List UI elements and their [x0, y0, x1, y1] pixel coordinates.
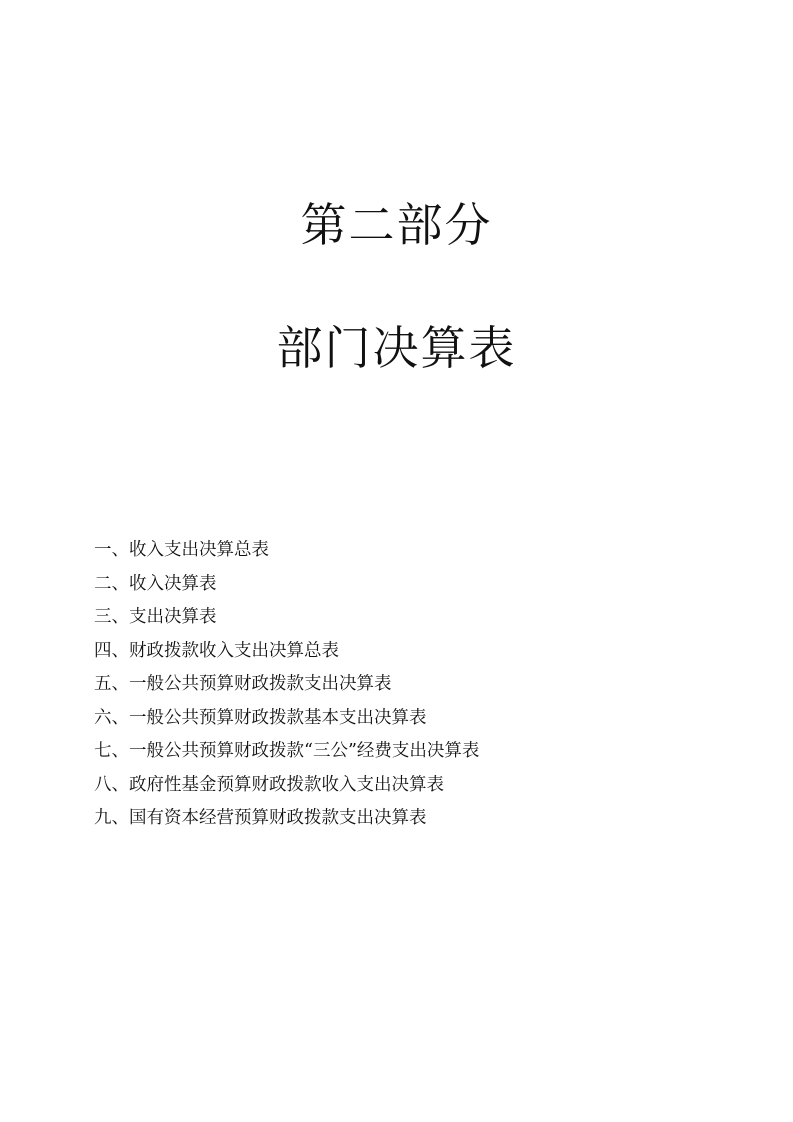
toc-item: 八、政府性基金预算财政拨款收入支出决算表	[94, 774, 444, 795]
toc-item: 七、一般公共预算财政拨款“三公”经费支出决算表	[94, 741, 480, 761]
toc-item: 四、财政拨款收入支出决算总表	[94, 640, 339, 661]
part-title: 第二部分	[300, 198, 493, 252]
toc-item: 二、收入决算表	[94, 573, 217, 594]
document-title: 部门决算表	[276, 321, 517, 375]
toc-item: 五、一般公共预算财政拨款支出决算表	[94, 674, 392, 694]
toc-item: 九、国有资本经营预算财政拨款支出决算表	[94, 808, 427, 828]
toc-item: 六、一般公共预算财政拨款基本支出决算表	[94, 707, 427, 728]
toc-item: 三、支出决算表	[94, 607, 217, 627]
table-of-contents	[94, 534, 734, 836]
toc-item: 一、收入支出决算总表	[94, 540, 269, 560]
